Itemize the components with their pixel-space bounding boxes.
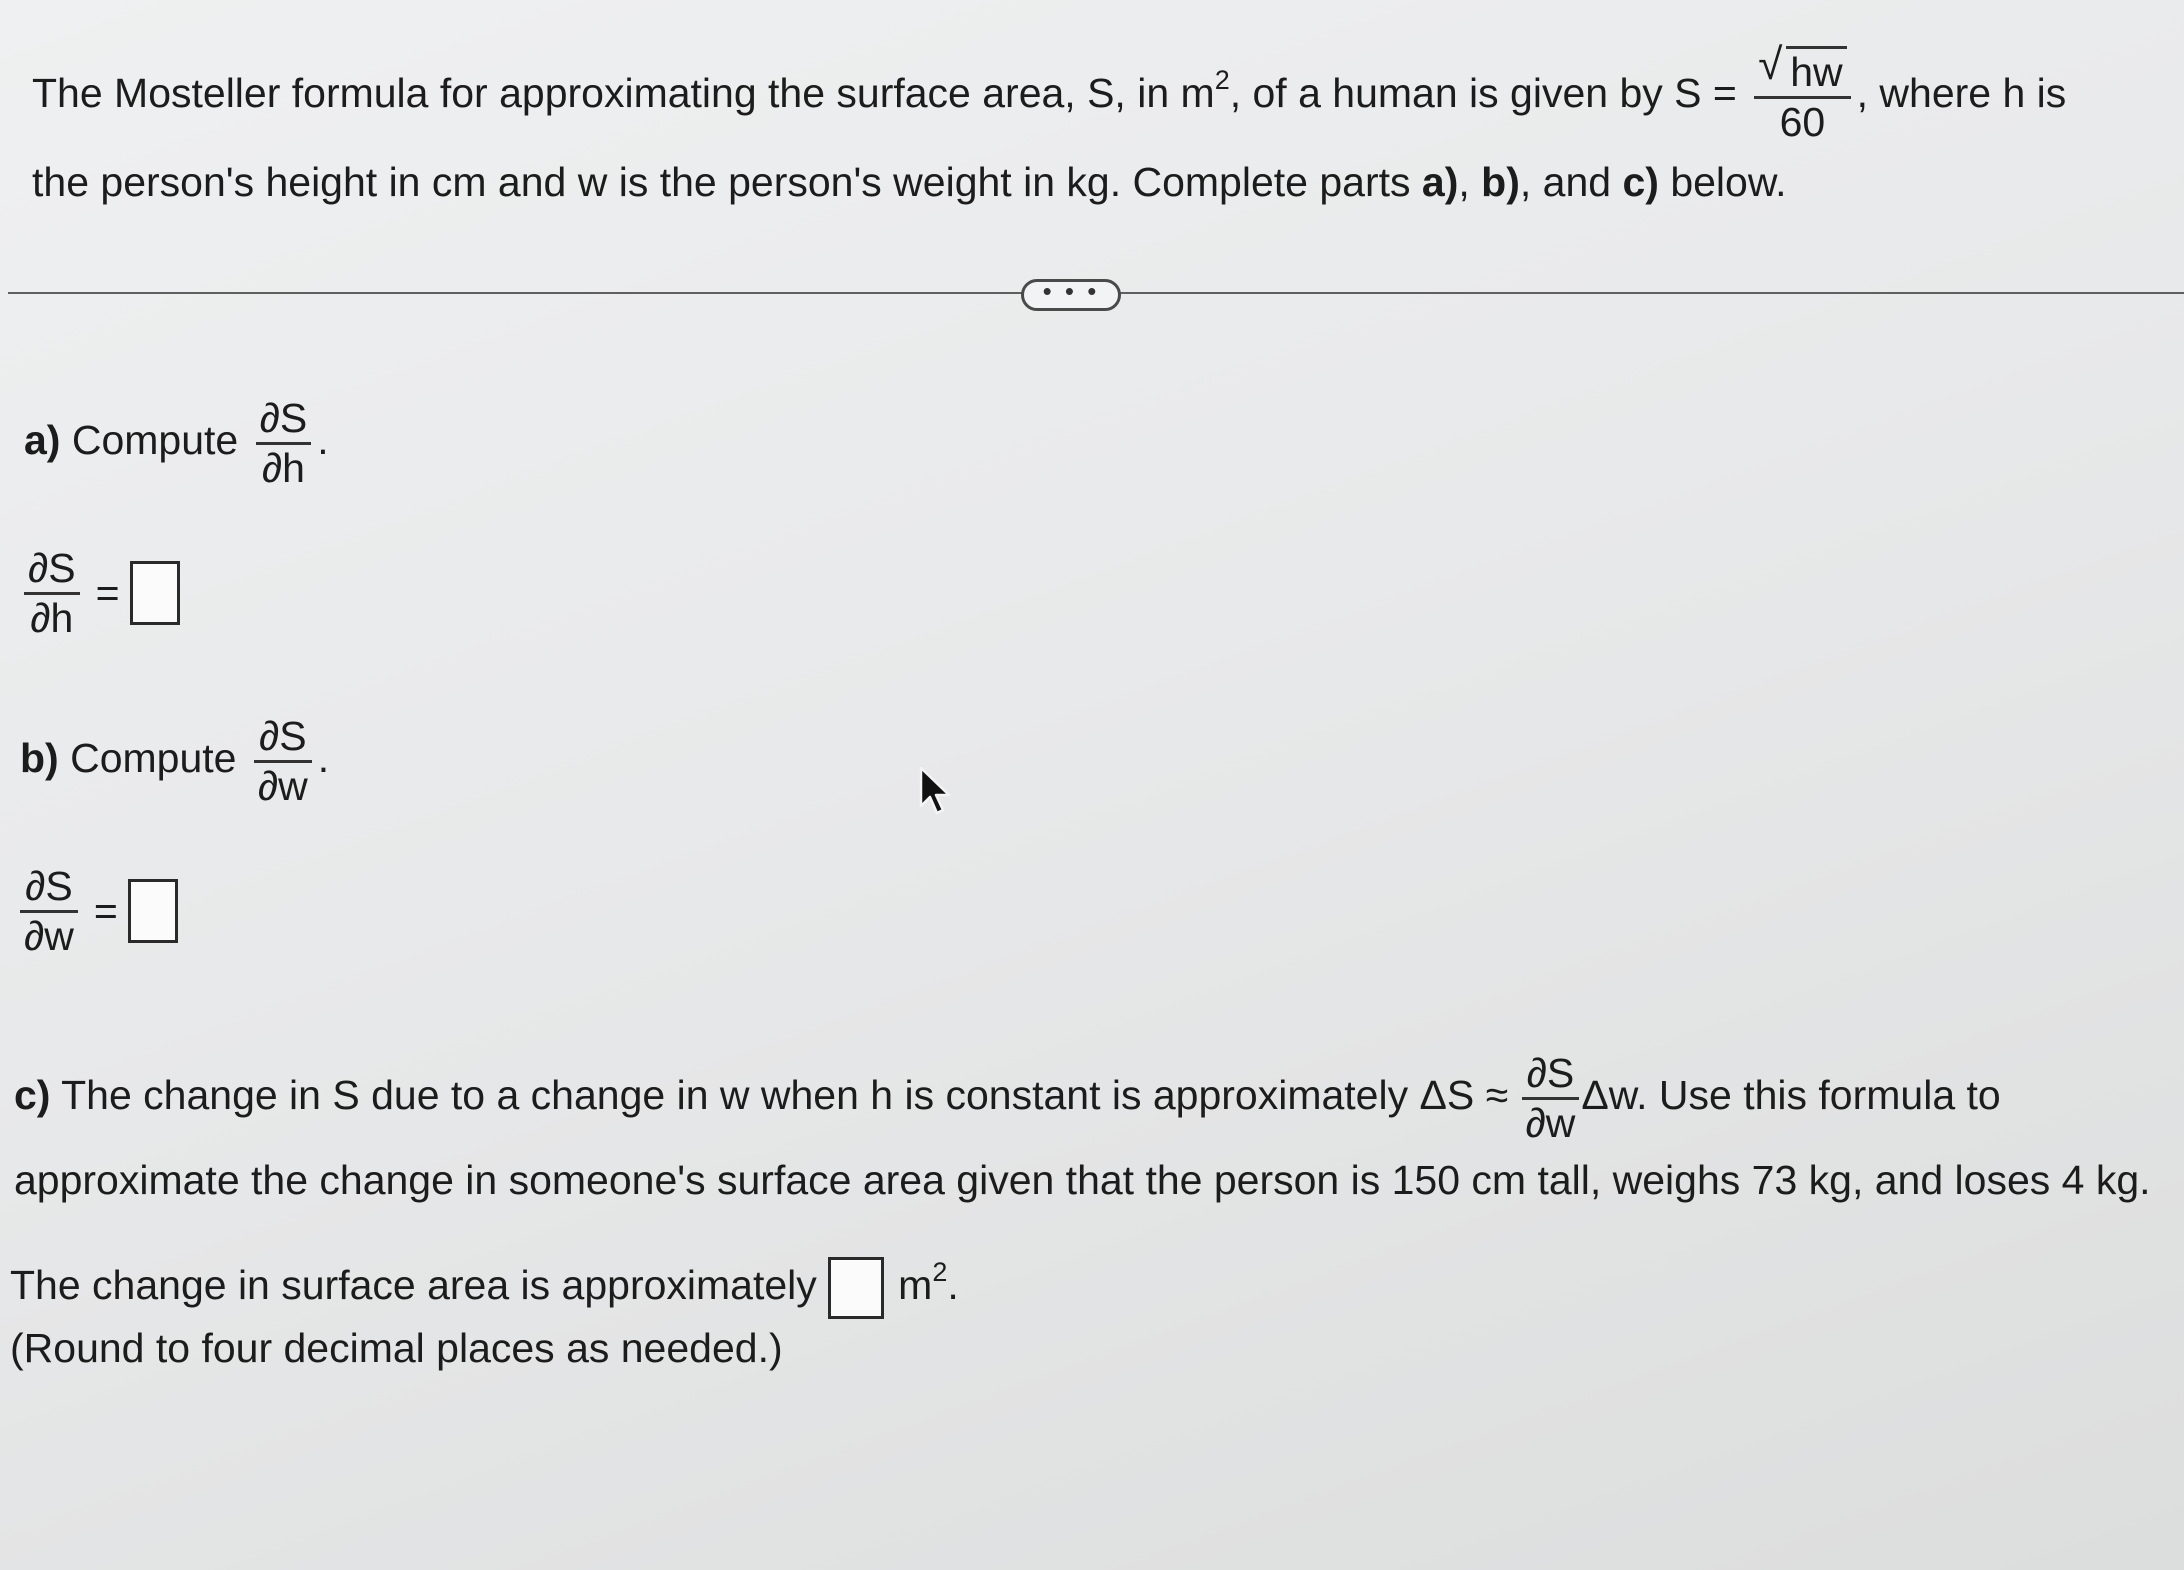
intro-text-after: , where h is (1856, 70, 2067, 116)
rounding-note (10, 1318, 783, 1378)
part-c-answer-input[interactable] (828, 1257, 884, 1319)
frac-denominator: ∂w (24, 912, 74, 959)
intro-line2-end: below. (1658, 159, 1787, 205)
part-b-text: Compute (58, 735, 248, 781)
frac-numerator: ∂S (24, 545, 80, 595)
sqrt-symbol: √ hw (1758, 46, 1846, 96)
period: . (947, 1262, 959, 1308)
intro-line2-text: the person's height in cm and w is the person's weight in kg. Complete parts (32, 159, 1422, 205)
part-a-ref: a) (1421, 159, 1459, 205)
frac-denominator: ∂w (1525, 1099, 1576, 1146)
part-c-problem-text: approximate the change in someone's surface area given that the person is 150 cm tall, weighs 73 kg, and loses 4 kg. (14, 1157, 2151, 1203)
mouse-pointer-icon (918, 766, 954, 828)
intro-text-mid: , of a human is given by S = (1229, 70, 1749, 116)
formula-denominator: 60 (1779, 99, 1826, 146)
part-b-answer-row (20, 848, 178, 971)
part-c-derivative (1522, 1050, 1580, 1147)
part-b-label: b) (20, 735, 59, 781)
intro-line-2 (32, 152, 1787, 212)
period: . (317, 735, 330, 781)
equals-sign: = (93, 888, 118, 935)
frac-numerator: ∂S (1522, 1050, 1580, 1100)
part-c-ref: c) (1622, 159, 1659, 205)
part-c-answer-text: The change in surface area is approximately (10, 1262, 829, 1308)
part-a-answer-row (24, 530, 180, 653)
part-b-prompt (20, 698, 329, 818)
sqrt-radicand: hw (1786, 46, 1846, 96)
expand-more-button[interactable] (1021, 276, 1121, 311)
part-c-label: c) (14, 1072, 51, 1118)
part-c-text-2: Δw. Use this formula to (1581, 1072, 2001, 1118)
frac-denominator: ∂h (261, 444, 305, 491)
part-c-line-2 (14, 1155, 2151, 1205)
unit-exponent: 2 (1214, 65, 1230, 95)
part-a-label: a) (24, 417, 61, 463)
frac-numerator: ∂S (256, 395, 312, 445)
part-a-answer-derivative (24, 545, 80, 642)
frac-numerator: ∂S (20, 863, 78, 913)
frac-denominator: ∂h (30, 594, 74, 641)
intro-line-1 (32, 38, 2066, 148)
frac-numerator: ∂S (254, 713, 312, 763)
mosteller-formula (1754, 40, 1850, 146)
equals-sign: = (95, 570, 120, 617)
part-b-ref: b) (1481, 159, 1520, 205)
period: . (317, 417, 329, 463)
intro-text: The Mosteller formula for approximating the surface area, S, in m (32, 70, 1215, 116)
part-a-prompt (24, 380, 329, 500)
answer-unit: m (898, 1262, 933, 1308)
answer-unit-exponent: 2 (932, 1257, 948, 1287)
rounding-note-text: (Round to four decimal places as needed.) (10, 1325, 783, 1371)
part-b-derivative (254, 713, 312, 810)
part-b-answer-derivative (20, 863, 78, 960)
part-a-derivative (256, 395, 312, 492)
part-b-answer-input[interactable] (128, 879, 178, 943)
part-c-answer-row (10, 1250, 959, 1320)
ellipsis-icon: • • • (1042, 276, 1100, 306)
part-c-text: The change in S due to a change in w when h is constant is approximately ΔS ≈ (50, 1072, 1520, 1118)
part-a-text: Compute (60, 417, 250, 463)
part-a-answer-input[interactable] (130, 561, 180, 625)
frac-denominator: ∂w (257, 762, 308, 809)
sep: , (1458, 159, 1482, 205)
sep: , and (1519, 159, 1623, 205)
part-c-line-1 (14, 1030, 2001, 1160)
